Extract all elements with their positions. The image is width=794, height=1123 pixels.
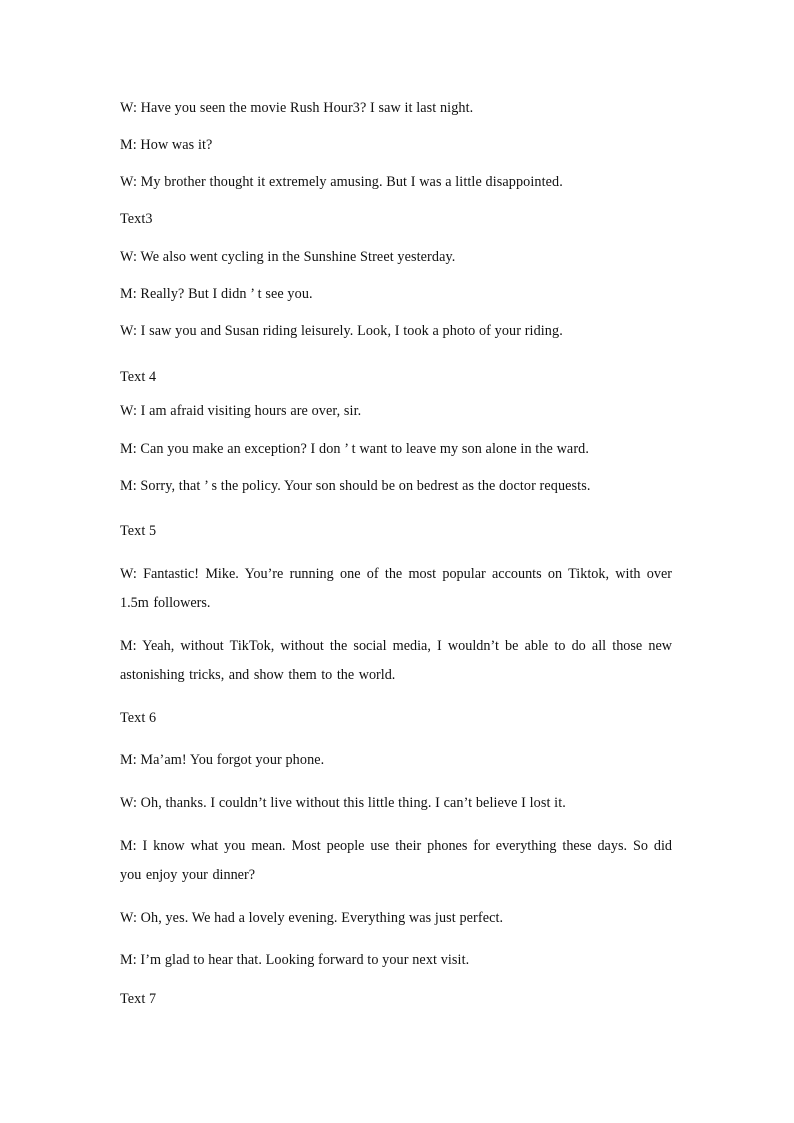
dialogue-paragraph: M: Yeah, without TikTok, without the social media, I wouldn’t be able to do all those new astonishing tricks, and show them to the world. xyxy=(120,638,672,683)
dialogue-line: M: I’m glad to hear that. Looking forward to your next visit. xyxy=(120,952,470,968)
dialogue-line: M: Can you make an exception? I don ’ t want to leave my son alone in the ward. xyxy=(120,441,589,457)
dialogue-line: M: Really? But I didn ’ t see you. xyxy=(120,286,313,302)
dialogue-line: W: I saw you and Susan riding leisurely. Look, I took a photo of your riding. xyxy=(120,323,563,339)
section-heading: Text 5 xyxy=(120,523,157,539)
dialogue-line: M: Ma’am! You forgot your phone. xyxy=(120,752,325,768)
dialogue-line: W: Oh, thanks. I couldn’t live without this little thing. I can’t believe I lost it. xyxy=(120,795,566,811)
dialogue-line: W: My brother thought it extremely amusing. But I was a little disappointed. xyxy=(120,174,563,190)
dialogue-line: W: Oh, yes. We had a lovely evening. Everything was just perfect. xyxy=(120,910,504,926)
section-heading: Text3 xyxy=(120,211,153,227)
dialogue-line: W: We also went cycling in the Sunshine Street yesterday. xyxy=(120,249,456,265)
dialogue-line: M: Sorry, that ’ s the policy. Your son should be on bedrest as the doctor requests. xyxy=(120,478,591,494)
dialogue-line: W: I am afraid visiting hours are over, sir. xyxy=(120,403,362,419)
dialogue-line: M: How was it? xyxy=(120,137,213,153)
dialogue-paragraph: W: Fantastic! Mike. You’re running one of the most popular accounts on Tiktok, with over 1.5m followers. xyxy=(120,566,672,611)
section-heading: Text 6 xyxy=(120,710,157,726)
dialogue-paragraph: M: I know what you mean. Most people use their phones for everything these days. So did you enjoy your dinner? xyxy=(120,838,672,883)
section-heading: Text 7 xyxy=(120,991,157,1007)
section-heading: Text 4 xyxy=(120,369,157,385)
dialogue-line: W: Have you seen the movie Rush Hour3? I saw it last night. xyxy=(120,100,474,116)
